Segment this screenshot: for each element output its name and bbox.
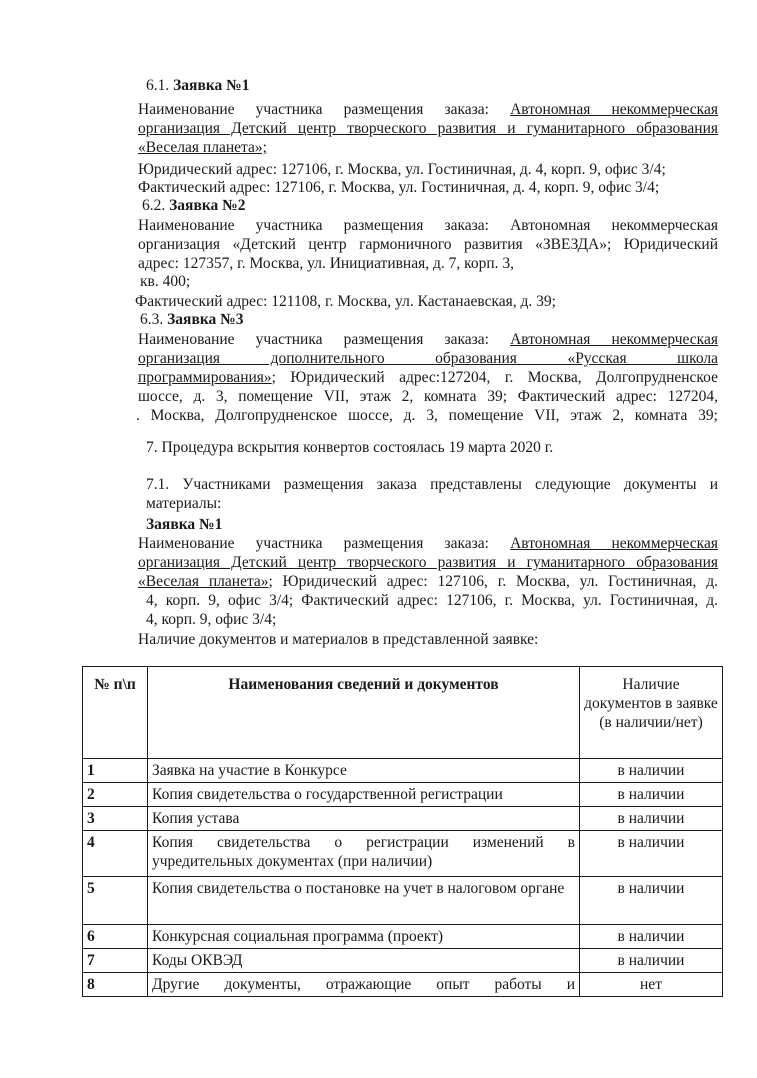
text-line: Наименование участника размещения заказа: Автономная некоммерческая (138, 217, 718, 234)
text-line: организация «Детский центр гармоничного развития «ЗВЕЗДА»; Юридический (138, 236, 718, 253)
row-number: 2 (83, 783, 148, 807)
text-line: организация Детский центр творческого развития и гуманитарного образования (138, 554, 718, 571)
text-line: шоссе, д. 3, помещение VII, этаж 2, комната 39; Фактический адрес: 127204, (138, 388, 718, 405)
section-number: 6.1. (146, 77, 170, 94)
application-3-heading (140, 310, 720, 329)
text-line: Наименование участника размещения заказа: Автономная некоммерческая (138, 535, 718, 552)
section-number: 6.2. (142, 197, 166, 214)
row-name: Заявка на участие в Конкурсе (148, 759, 580, 783)
text-line: Наименование участника размещения заказа: Автономная некоммерческая (138, 331, 718, 348)
row-name: Копия устава (148, 807, 580, 831)
table-row (83, 877, 723, 925)
row-status: в наличии (580, 831, 723, 877)
text-line: «Веселая планета»; (138, 139, 267, 156)
row-status: в наличии (580, 807, 723, 831)
documents-table (82, 666, 723, 997)
text-line: Фактический адрес: 127106, г. Москва, ул. Гостиничная, д. 4, корп. 9, офис 3/4; (138, 179, 660, 196)
row-name: Копия свидетельства о государственной регистрации (148, 783, 580, 807)
row-number: 5 (83, 877, 148, 925)
row-status: в наличии (580, 949, 723, 973)
row-name: Коды ОКВЭД (148, 949, 580, 973)
row-name: Копия свидетельства о регистрации изменений в учредительных документах (при наличии) (148, 831, 580, 877)
text-line: «Веселая планета»; Юридический адрес: 127106, г. Москва, ул. Гостиничная, д. (138, 573, 718, 590)
row-name: Конкурсная социальная программа (проект) (148, 925, 580, 949)
text-line: кв. 400; (140, 273, 191, 290)
table-row (83, 807, 723, 831)
application-2-heading (142, 196, 722, 215)
table-row (83, 783, 723, 807)
text-line: Юридический адрес: 127106, г. Москва, ул. Гостиничная, д. 4, корп. 9, офис 3/4; (138, 161, 666, 178)
section-title: Заявка №1 (173, 77, 250, 94)
text-line: программирования»; Юридический адрес:127204, г. Москва, Долгопрудненское (138, 369, 718, 386)
section-number: 6.3. (140, 311, 164, 328)
row-status: в наличии (580, 759, 723, 783)
text-line: 4, корп. 9, офис 3/4; (146, 611, 277, 628)
text-line: адрес: 127357, г. Москва, ул. Инициативная, д. 7, корп. 3, (138, 255, 515, 272)
text-line: Фактический адрес: 121108, г. Москва, ул. Кастанаевская, д. 39; (135, 293, 556, 310)
text-line: организация дополнительного образования «Русская школа (138, 350, 718, 367)
paragraph-7-1: 7.1. Участниками размещения заказа представлены следующие документы и (146, 476, 718, 493)
header-number: № п\п (83, 667, 148, 759)
text-line: Наименование участника размещения заказа: Автономная некоммерческая (138, 101, 718, 118)
table-row (83, 759, 723, 783)
header-name: Наименования сведений и документов (148, 667, 580, 759)
row-status: в наличии (580, 783, 723, 807)
row-status: нет (580, 973, 723, 997)
text-line: . Москва, Долгопрудненское шоссе, д. 3, помещение VII, этаж 2, комната 39; (136, 407, 718, 424)
header-status: Наличие документов в заявке (в наличии/нет) (580, 667, 723, 759)
table-row (83, 925, 723, 949)
row-name: Копия свидетельства о постановке на учет в налоговом органе (148, 877, 580, 925)
row-number: 3 (83, 807, 148, 831)
section-title: Заявка №3 (167, 311, 244, 328)
text-line: организация Детский центр творческого развития и гуманитарного образования (138, 120, 718, 137)
availability-caption: Наличие документов и материалов в представленной заявке: (138, 631, 539, 648)
section-title: Заявка №2 (169, 197, 246, 214)
table-header-row (83, 667, 723, 759)
row-number: 8 (83, 973, 148, 997)
table-row (83, 949, 723, 973)
row-number: 4 (83, 831, 148, 877)
row-number: 1 (83, 759, 148, 783)
application-1-heading (146, 76, 726, 95)
paragraph-7: 7. Процедура вскрытия конвертов состоялась 19 марта 2020 г. (146, 439, 554, 456)
table-row (83, 973, 723, 997)
text-line: материалы: (146, 495, 222, 512)
text-line: 4, корп. 9, офис 3/4; Фактический адрес: 127106, г. Москва, ул. Гостиничная, д. (146, 592, 718, 609)
row-number: 7 (83, 949, 148, 973)
row-name: Другие документы, отражающие опыт работы и (148, 973, 580, 997)
table-row (83, 831, 723, 877)
row-status: в наличии (580, 925, 723, 949)
row-number: 6 (83, 925, 148, 949)
application-1-title: Заявка №1 (146, 516, 223, 533)
row-status: в наличии (580, 877, 723, 925)
